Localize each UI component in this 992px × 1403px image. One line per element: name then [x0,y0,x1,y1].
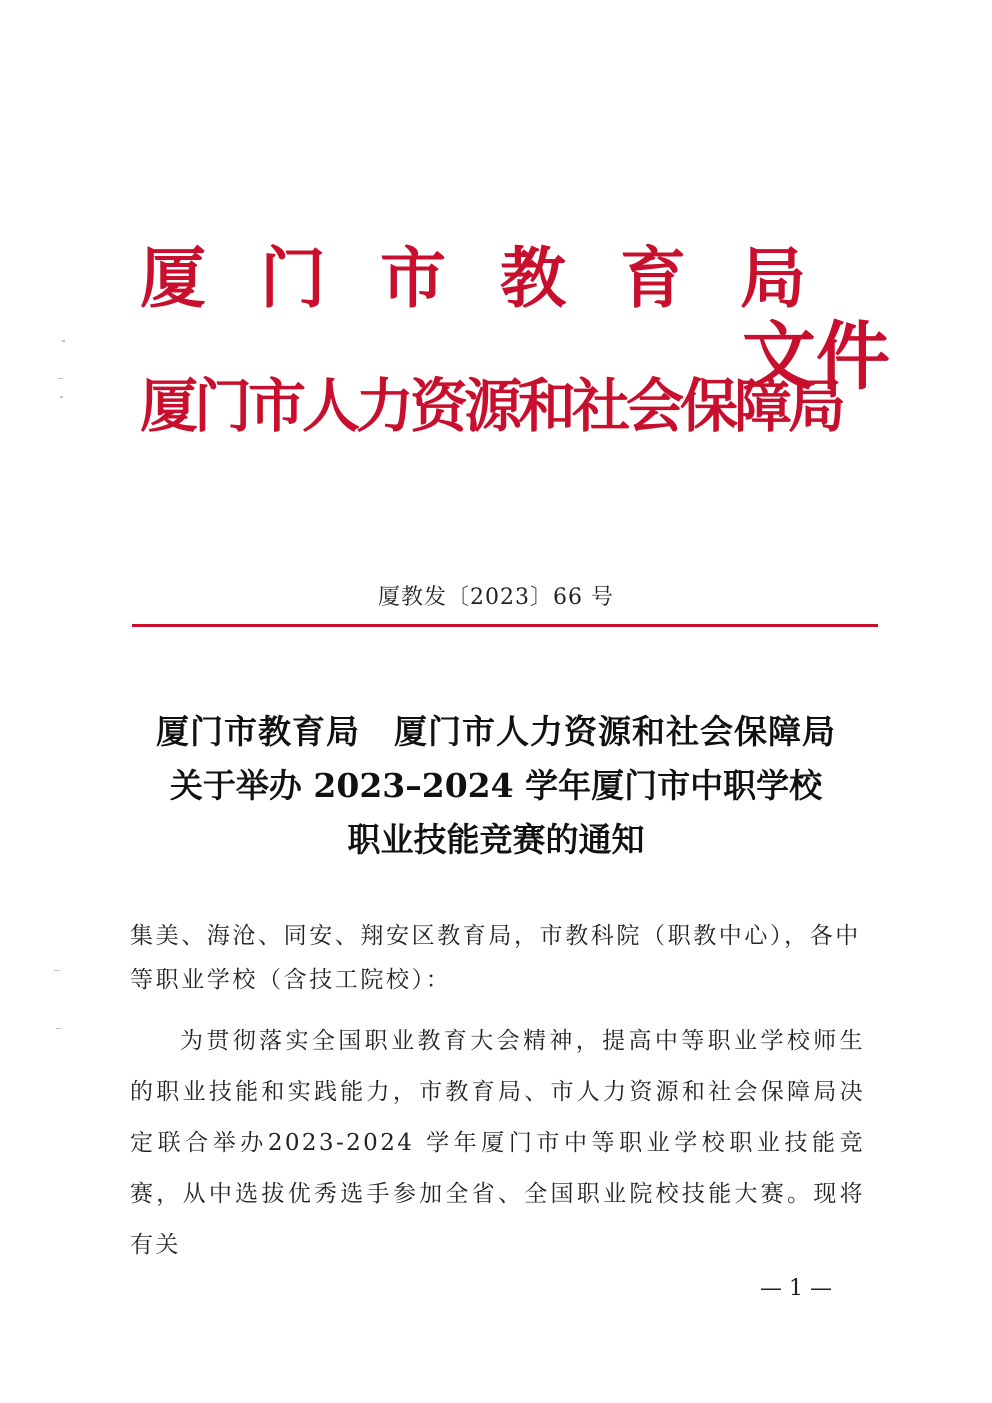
addressee: 集美、海沧、同安、翔安区教育局，市教科院（职教中心），各中等职业学校（含技工院校）： [130,923,861,993]
red-separator-line [132,624,878,627]
issuer-hr-social-security-bureau: 厦门市人力资源和社会保障局 [140,372,843,440]
page-number: — 1 — [760,1276,832,1301]
document-number: 厦教发〔2023〕66 号 [378,585,614,610]
title-line-3: 职业技能竞赛的通知 [347,820,645,859]
title-line-1: 厦门市教育局 厦门市人力资源和社会保障局 [156,712,836,751]
title-line-2: 关于举办 2023–2024 学年厦门市中职学校 [169,766,823,805]
scan-speck [54,970,60,971]
scan-speck [62,340,65,342]
scan-speck [60,396,63,398]
body-paragraph: 为贯彻落实全国职业教育大会精神，提高中等职业学校师生的职业技能和实践能力，市教育局、市人力资源和社会保障局决定联合举办2023-2024 学年厦门市中等职业学校职业技能竞赛，从中选拔优秀选手参加全省、全国职业院校技能大赛。现将有关 [130,1028,865,1258]
notice-title [0,705,992,867]
document-type-label: 文件 [742,314,890,400]
issuer-education-bureau: 厦门市教育局 [140,239,860,317]
scan-speck [56,1028,61,1029]
scan-speck [58,378,63,379]
